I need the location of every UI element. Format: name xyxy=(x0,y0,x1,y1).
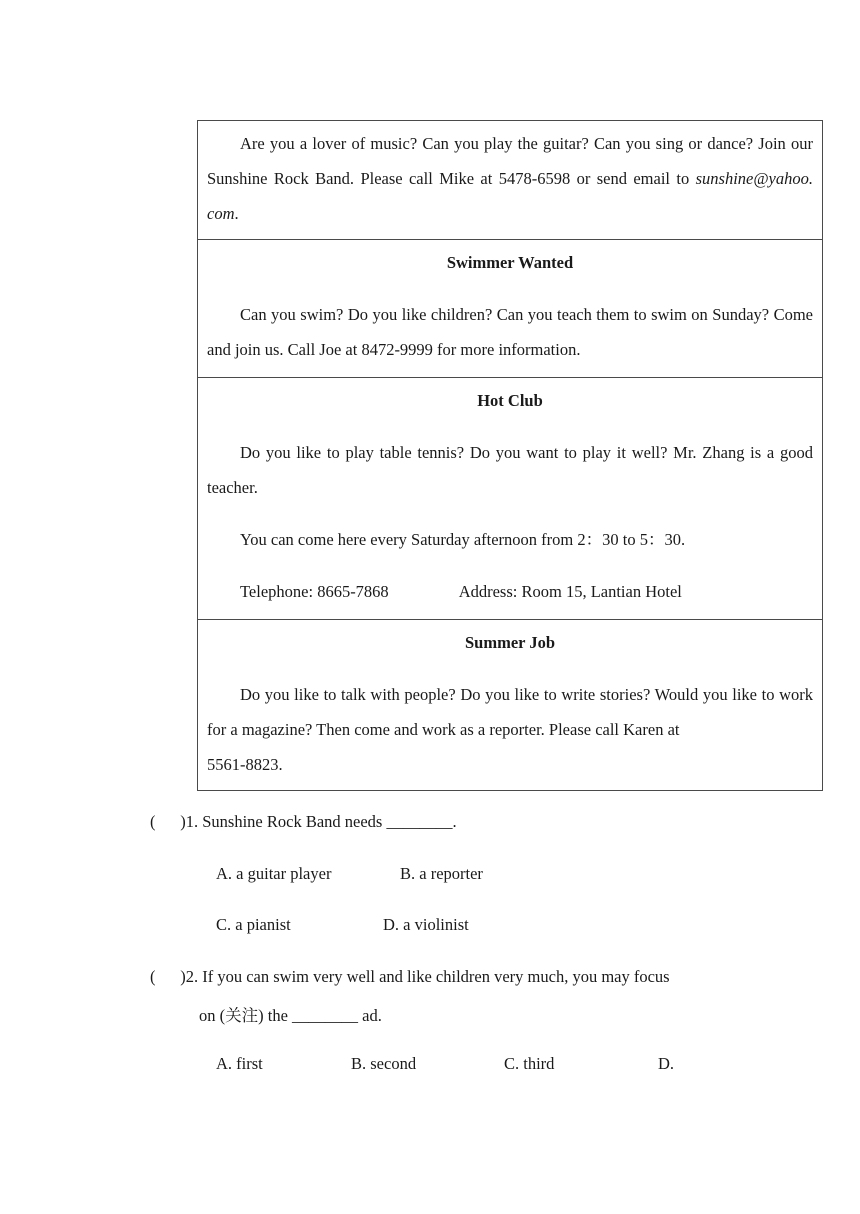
question-1-stem: ( )1. Sunshine Rock Band needs ________. xyxy=(150,812,457,831)
ad-rock-band xyxy=(198,121,822,239)
contact-line xyxy=(207,574,813,609)
question-2-stem: ( )2. If you can swim very well and like children very much, you may focus xyxy=(150,967,670,986)
email-text: sunshine@yahoo. com xyxy=(207,169,813,223)
ad-title: Summer Job xyxy=(465,633,555,652)
ads-table xyxy=(197,120,823,791)
option-c: C. a pianist xyxy=(216,915,291,934)
address: Address: Room 15, Lantian Hotel xyxy=(458,582,682,601)
option-b: B. second xyxy=(351,1054,417,1073)
telephone: Telephone: 8665-7868 xyxy=(240,582,389,601)
ad-paragraph: Do you like to play table tennis? Do you want to play it well? Mr. Zhang is a good teacher. xyxy=(207,443,813,497)
question-2-stem-continued: on (关注) the ________ ad. xyxy=(199,1006,382,1025)
ad-paragraph: Are you a lover of music? Can you play the guitar? Can you sing or dance? Join our Sunshine Rock Band. Please call Mike at 5478-6598 or send email to sunshine@yahoo. com. xyxy=(207,134,813,223)
ad-summer-job xyxy=(198,619,822,790)
ad-title: Hot Club xyxy=(477,391,543,410)
option-c: C. third xyxy=(504,1054,555,1073)
option-d: D. xyxy=(658,1054,675,1073)
ad-title: Swimmer Wanted xyxy=(446,253,574,272)
ad-paragraph: Do you like to talk with people? Do you like to write stories? Would you like to work for a magazine? Then come and work as a reporter. Please call Karen at xyxy=(207,685,813,739)
ad-paragraph: 5561-8823. xyxy=(207,755,283,774)
ad-paragraph: You can come here every Saturday afternoon from 2：30 to 5：30. xyxy=(240,530,686,549)
option-a: A. a guitar player xyxy=(216,864,332,883)
ad-paragraph: Can you swim? Do you like children? Can you teach them to swim on Sunday? Come and join us. Call Joe at 8472-9999 for more information. xyxy=(207,305,813,359)
ad-hot-club xyxy=(198,377,822,619)
ad-swimmer-wanted xyxy=(198,239,822,377)
option-d: D. a violinist xyxy=(383,915,469,934)
option-b: B. a reporter xyxy=(400,864,483,883)
option-a: A. first xyxy=(216,1054,263,1073)
